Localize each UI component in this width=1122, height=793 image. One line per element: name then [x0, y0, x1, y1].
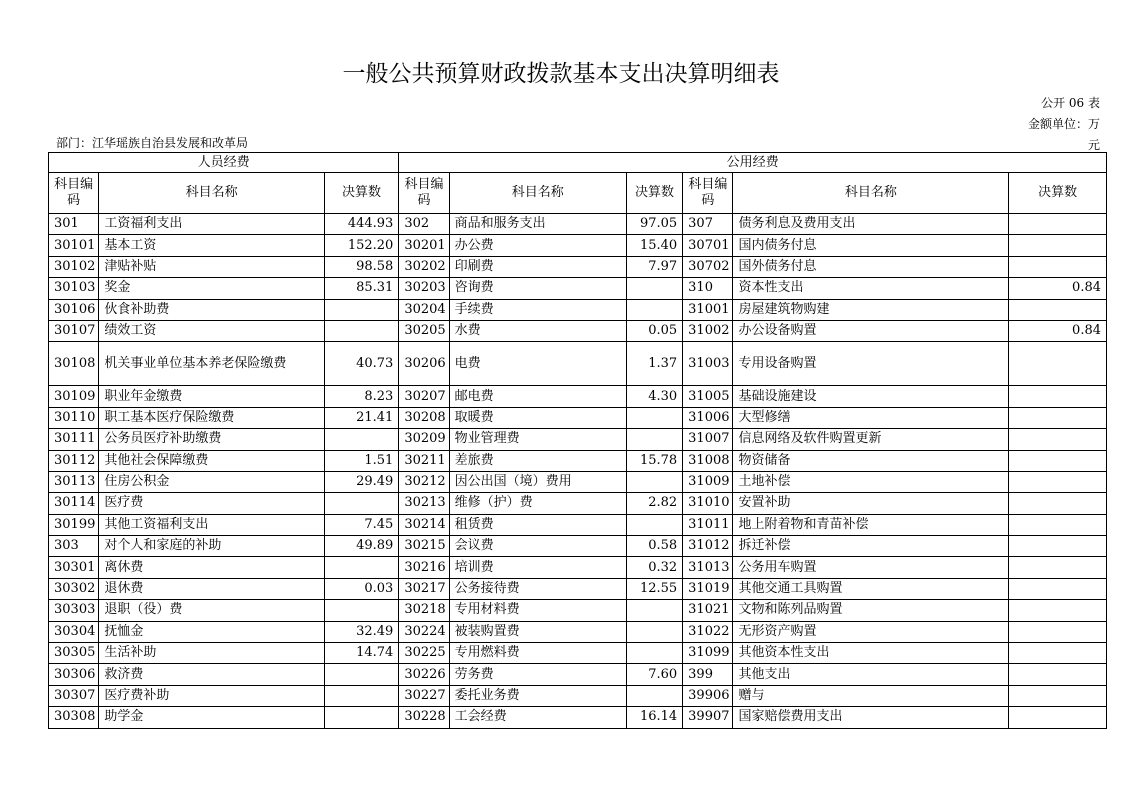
amount-cell-3 [1009, 514, 1107, 535]
amount-cell-2 [626, 299, 682, 320]
amount-cell-2 [626, 278, 682, 299]
amount-cell-1: 40.73 [324, 342, 399, 386]
name-cell-2: 专用材料费 [449, 600, 626, 621]
amount-cell-3 [1009, 429, 1107, 450]
unit-label-cont: 元 [1087, 138, 1100, 152]
name-cell-1: 其他社会保障缴费 [99, 450, 324, 471]
code-cell-1: 30304 [49, 621, 99, 642]
name-cell-3: 基础设施建设 [733, 386, 1009, 407]
name-cell-2: 手续费 [449, 299, 626, 320]
amount-cell-1: 21.41 [324, 407, 399, 428]
name-cell-3: 房屋建筑物购建 [733, 299, 1009, 320]
code-cell-3: 31019 [683, 578, 733, 599]
name-cell-1: 助学金 [99, 707, 324, 728]
amount-cell-3 [1009, 342, 1107, 386]
code-cell-2: 30211 [399, 450, 449, 471]
name-cell-1: 医疗费 [99, 493, 324, 514]
code-cell-1: 30108 [49, 342, 99, 386]
amount-cell-3 [1009, 471, 1107, 492]
section-header-row [49, 153, 1107, 173]
amount-cell-2 [626, 407, 682, 428]
code-cell-2: 30218 [399, 600, 449, 621]
table-row [49, 557, 1107, 578]
name-cell-2: 因公出国（境）费用 [449, 471, 626, 492]
name-cell-3: 地上附着物和青苗补偿 [733, 514, 1009, 535]
code-cell-1: 30102 [49, 256, 99, 277]
amount-cell-2: 1.37 [626, 342, 682, 386]
amount-cell-2 [626, 685, 682, 706]
code-cell-3: 307 [683, 214, 733, 235]
code-cell-3: 31011 [683, 514, 733, 535]
code-cell-1: 30303 [49, 600, 99, 621]
header-name-1: 科目名称 [99, 173, 324, 214]
amount-cell-1 [324, 664, 399, 685]
name-cell-1: 奖金 [99, 278, 324, 299]
table-row [49, 493, 1107, 514]
amount-cell-2: 0.05 [626, 320, 682, 341]
amount-cell-1 [324, 557, 399, 578]
code-cell-1: 30306 [49, 664, 99, 685]
code-cell-1: 30107 [49, 320, 99, 341]
amount-cell-1 [324, 429, 399, 450]
section-public: 公用经费 [399, 153, 1107, 173]
name-cell-3: 信息网络及软件购置更新 [733, 429, 1009, 450]
page-title: 一般公共预算财政拨款基本支出决算明细表 [342, 61, 780, 87]
table-body [49, 153, 1107, 729]
code-cell-2: 30215 [399, 536, 449, 557]
code-cell-1: 30110 [49, 407, 99, 428]
code-cell-1: 30199 [49, 514, 99, 535]
name-cell-2: 专用燃料费 [449, 643, 626, 664]
name-cell-1: 生活补助 [99, 643, 324, 664]
amount-cell-1: 14.74 [324, 643, 399, 664]
name-cell-2: 培训费 [449, 557, 626, 578]
name-cell-1: 公务员医疗补助缴费 [99, 429, 324, 450]
department-label: 部门：江华瑶族自治县发展和改革局 [56, 136, 249, 150]
table-row [49, 407, 1107, 428]
name-cell-3: 债务利息及费用支出 [733, 214, 1009, 235]
header-name-3: 科目名称 [733, 173, 1009, 214]
code-cell-1: 30308 [49, 707, 99, 728]
amount-cell-3 [1009, 621, 1107, 642]
name-cell-3: 办公设备购置 [733, 320, 1009, 341]
code-cell-2: 30208 [399, 407, 449, 428]
code-cell-1: 301 [49, 214, 99, 235]
code-cell-2: 30225 [399, 643, 449, 664]
section-personnel: 人员经费 [49, 153, 399, 173]
name-cell-3: 其他交通工具购置 [733, 578, 1009, 599]
unit-label: 金额单位：万 [1027, 117, 1100, 131]
name-cell-1: 职工基本医疗保险缴费 [99, 407, 324, 428]
name-cell-2: 差旅费 [449, 450, 626, 471]
name-cell-1: 工资福利支出 [99, 214, 324, 235]
table-row [49, 235, 1107, 256]
code-cell-3: 31007 [683, 429, 733, 450]
name-cell-1: 离休费 [99, 557, 324, 578]
code-cell-2: 302 [399, 214, 449, 235]
amount-cell-2: 12.55 [626, 578, 682, 599]
amount-cell-3 [1009, 407, 1107, 428]
code-cell-2: 30212 [399, 471, 449, 492]
header-code-3: 科目编码 [683, 173, 733, 214]
code-cell-3: 31001 [683, 299, 733, 320]
amount-cell-2: 4.30 [626, 386, 682, 407]
amount-cell-1 [324, 685, 399, 706]
name-cell-2: 工会经费 [449, 707, 626, 728]
code-cell-2: 30226 [399, 664, 449, 685]
amount-cell-2 [626, 621, 682, 642]
code-cell-3: 39906 [683, 685, 733, 706]
table-row [49, 299, 1107, 320]
amount-cell-2: 0.32 [626, 557, 682, 578]
name-cell-3: 国内债务付息 [733, 235, 1009, 256]
amount-cell-2 [626, 471, 682, 492]
code-cell-1: 30305 [49, 643, 99, 664]
code-cell-3: 31006 [683, 407, 733, 428]
code-cell-1: 30301 [49, 557, 99, 578]
table-row [49, 450, 1107, 471]
table-row [49, 278, 1107, 299]
code-cell-3: 31005 [683, 386, 733, 407]
amount-cell-3 [1009, 299, 1107, 320]
name-cell-3: 大型修缮 [733, 407, 1009, 428]
amount-cell-1 [324, 493, 399, 514]
amount-cell-3 [1009, 493, 1107, 514]
code-cell-1: 30106 [49, 299, 99, 320]
table-row [49, 664, 1107, 685]
name-cell-2: 商品和服务支出 [449, 214, 626, 235]
header-code-2: 科目编码 [399, 173, 449, 214]
code-cell-1: 30114 [49, 493, 99, 514]
name-cell-2: 办公费 [449, 235, 626, 256]
amount-cell-1: 32.49 [324, 621, 399, 642]
table-row [49, 214, 1107, 235]
code-cell-3: 31099 [683, 643, 733, 664]
code-cell-1: 303 [49, 536, 99, 557]
code-cell-3: 30701 [683, 235, 733, 256]
amount-cell-1 [324, 299, 399, 320]
code-cell-2: 30207 [399, 386, 449, 407]
amount-cell-1: 0.03 [324, 578, 399, 599]
code-cell-3: 31002 [683, 320, 733, 341]
code-cell-2: 30204 [399, 299, 449, 320]
name-cell-2: 被装购置费 [449, 621, 626, 642]
code-cell-3: 31010 [683, 493, 733, 514]
header-amount-1: 决算数 [324, 173, 399, 214]
code-cell-1: 30101 [49, 235, 99, 256]
amount-cell-3 [1009, 235, 1107, 256]
amount-cell-3 [1009, 214, 1107, 235]
name-cell-3: 公务用车购置 [733, 557, 1009, 578]
code-cell-1: 30112 [49, 450, 99, 471]
amount-cell-2: 97.05 [626, 214, 682, 235]
amount-cell-3 [1009, 450, 1107, 471]
amount-cell-2 [626, 643, 682, 664]
name-cell-3: 拆迁补偿 [733, 536, 1009, 557]
code-cell-3: 310 [683, 278, 733, 299]
code-cell-3: 31003 [683, 342, 733, 386]
name-cell-3: 土地补偿 [733, 471, 1009, 492]
name-cell-2: 邮电费 [449, 386, 626, 407]
amount-cell-1: 7.45 [324, 514, 399, 535]
code-cell-2: 30201 [399, 235, 449, 256]
name-cell-1: 医疗费补助 [99, 685, 324, 706]
amount-cell-3: 0.84 [1009, 320, 1107, 341]
code-cell-1: 30111 [49, 429, 99, 450]
amount-cell-1: 152.20 [324, 235, 399, 256]
amount-cell-2: 2.82 [626, 493, 682, 514]
name-cell-2: 会议费 [449, 536, 626, 557]
name-cell-3: 资本性支出 [733, 278, 1009, 299]
name-cell-2: 委托业务费 [449, 685, 626, 706]
code-cell-3: 31013 [683, 557, 733, 578]
name-cell-3: 赠与 [733, 685, 1009, 706]
amount-cell-2 [626, 514, 682, 535]
amount-cell-1: 49.89 [324, 536, 399, 557]
name-cell-2: 劳务费 [449, 664, 626, 685]
table-row [49, 621, 1107, 642]
amount-cell-3 [1009, 557, 1107, 578]
expenditure-table [48, 152, 1107, 729]
code-cell-2: 30214 [399, 514, 449, 535]
code-cell-3: 31012 [683, 536, 733, 557]
name-cell-3: 安置补助 [733, 493, 1009, 514]
name-cell-3: 无形资产购置 [733, 621, 1009, 642]
name-cell-3: 国家赔偿费用支出 [733, 707, 1009, 728]
amount-cell-1 [324, 600, 399, 621]
amount-cell-2: 15.78 [626, 450, 682, 471]
name-cell-3: 其他资本性支出 [733, 643, 1009, 664]
code-cell-2: 30205 [399, 320, 449, 341]
amount-cell-3 [1009, 643, 1107, 664]
table-row [49, 471, 1107, 492]
amount-cell-3 [1009, 600, 1107, 621]
amount-cell-2: 0.58 [626, 536, 682, 557]
code-cell-2: 30203 [399, 278, 449, 299]
name-cell-1: 职业年金缴费 [99, 386, 324, 407]
code-cell-3: 39907 [683, 707, 733, 728]
amount-cell-3 [1009, 664, 1107, 685]
table-row [49, 256, 1107, 277]
name-cell-1: 对个人和家庭的补助 [99, 536, 324, 557]
table-number: 公开 06 表 [1041, 96, 1100, 110]
header-code-1: 科目编码 [49, 173, 99, 214]
table-row [49, 386, 1107, 407]
table-row [49, 707, 1107, 728]
amount-cell-1 [324, 320, 399, 341]
code-cell-2: 30206 [399, 342, 449, 386]
code-cell-1: 30103 [49, 278, 99, 299]
name-cell-2: 取暖费 [449, 407, 626, 428]
amount-cell-1: 85.31 [324, 278, 399, 299]
table-row [49, 429, 1107, 450]
table-row [49, 342, 1107, 386]
name-cell-2: 公务接待费 [449, 578, 626, 599]
amount-cell-3 [1009, 386, 1107, 407]
name-cell-2: 印刷费 [449, 256, 626, 277]
name-cell-3: 物资储备 [733, 450, 1009, 471]
name-cell-1: 住房公积金 [99, 471, 324, 492]
code-cell-2: 30224 [399, 621, 449, 642]
code-cell-3: 31022 [683, 621, 733, 642]
amount-cell-2 [626, 600, 682, 621]
code-cell-3: 30702 [683, 256, 733, 277]
code-cell-2: 30216 [399, 557, 449, 578]
code-cell-3: 31021 [683, 600, 733, 621]
amount-cell-3 [1009, 256, 1107, 277]
name-cell-3: 国外债务付息 [733, 256, 1009, 277]
name-cell-2: 咨询费 [449, 278, 626, 299]
code-cell-2: 30202 [399, 256, 449, 277]
name-cell-1: 绩效工资 [99, 320, 324, 341]
name-cell-1: 机关事业单位基本养老保险缴费 [99, 342, 324, 386]
code-cell-2: 30213 [399, 493, 449, 514]
code-cell-1: 30113 [49, 471, 99, 492]
name-cell-2: 物业管理费 [449, 429, 626, 450]
amount-cell-1: 29.49 [324, 471, 399, 492]
amount-cell-3: 0.84 [1009, 278, 1107, 299]
amount-cell-3 [1009, 685, 1107, 706]
code-cell-1: 30302 [49, 578, 99, 599]
column-header-row [49, 173, 1107, 214]
name-cell-3: 文物和陈列品购置 [733, 600, 1009, 621]
name-cell-2: 电费 [449, 342, 626, 386]
table-row [49, 600, 1107, 621]
header-name-2: 科目名称 [449, 173, 626, 214]
table-row [49, 320, 1107, 341]
amount-cell-2 [626, 429, 682, 450]
amount-cell-1: 1.51 [324, 450, 399, 471]
header-amount-3: 决算数 [1009, 173, 1107, 214]
name-cell-2: 维修（护）费 [449, 493, 626, 514]
amount-cell-2: 15.40 [626, 235, 682, 256]
table-row [49, 536, 1107, 557]
code-cell-3: 399 [683, 664, 733, 685]
name-cell-3: 其他支出 [733, 664, 1009, 685]
code-cell-2: 30227 [399, 685, 449, 706]
code-cell-3: 31009 [683, 471, 733, 492]
code-cell-2: 30217 [399, 578, 449, 599]
code-cell-2: 30209 [399, 429, 449, 450]
table-row [49, 643, 1107, 664]
name-cell-1: 退休费 [99, 578, 324, 599]
table-row [49, 578, 1107, 599]
amount-cell-1: 98.58 [324, 256, 399, 277]
amount-cell-3 [1009, 578, 1107, 599]
name-cell-1: 退职（役）费 [99, 600, 324, 621]
amount-cell-1: 8.23 [324, 386, 399, 407]
amount-cell-2: 16.14 [626, 707, 682, 728]
name-cell-1: 伙食补助费 [99, 299, 324, 320]
name-cell-1: 基本工资 [99, 235, 324, 256]
header-amount-2: 决算数 [626, 173, 682, 214]
name-cell-2: 租赁费 [449, 514, 626, 535]
name-cell-1: 救济费 [99, 664, 324, 685]
name-cell-1: 其他工资福利支出 [99, 514, 324, 535]
name-cell-3: 专用设备购置 [733, 342, 1009, 386]
code-cell-1: 30307 [49, 685, 99, 706]
name-cell-1: 抚恤金 [99, 621, 324, 642]
amount-cell-3 [1009, 536, 1107, 557]
code-cell-3: 31008 [683, 450, 733, 471]
table-row [49, 514, 1107, 535]
amount-cell-2: 7.60 [626, 664, 682, 685]
amount-cell-2: 7.97 [626, 256, 682, 277]
code-cell-1: 30109 [49, 386, 99, 407]
name-cell-2: 水费 [449, 320, 626, 341]
name-cell-1: 津贴补贴 [99, 256, 324, 277]
code-cell-2: 30228 [399, 707, 449, 728]
amount-cell-1 [324, 707, 399, 728]
amount-cell-1: 444.93 [324, 214, 399, 235]
table-row [49, 685, 1107, 706]
amount-cell-3 [1009, 707, 1107, 728]
